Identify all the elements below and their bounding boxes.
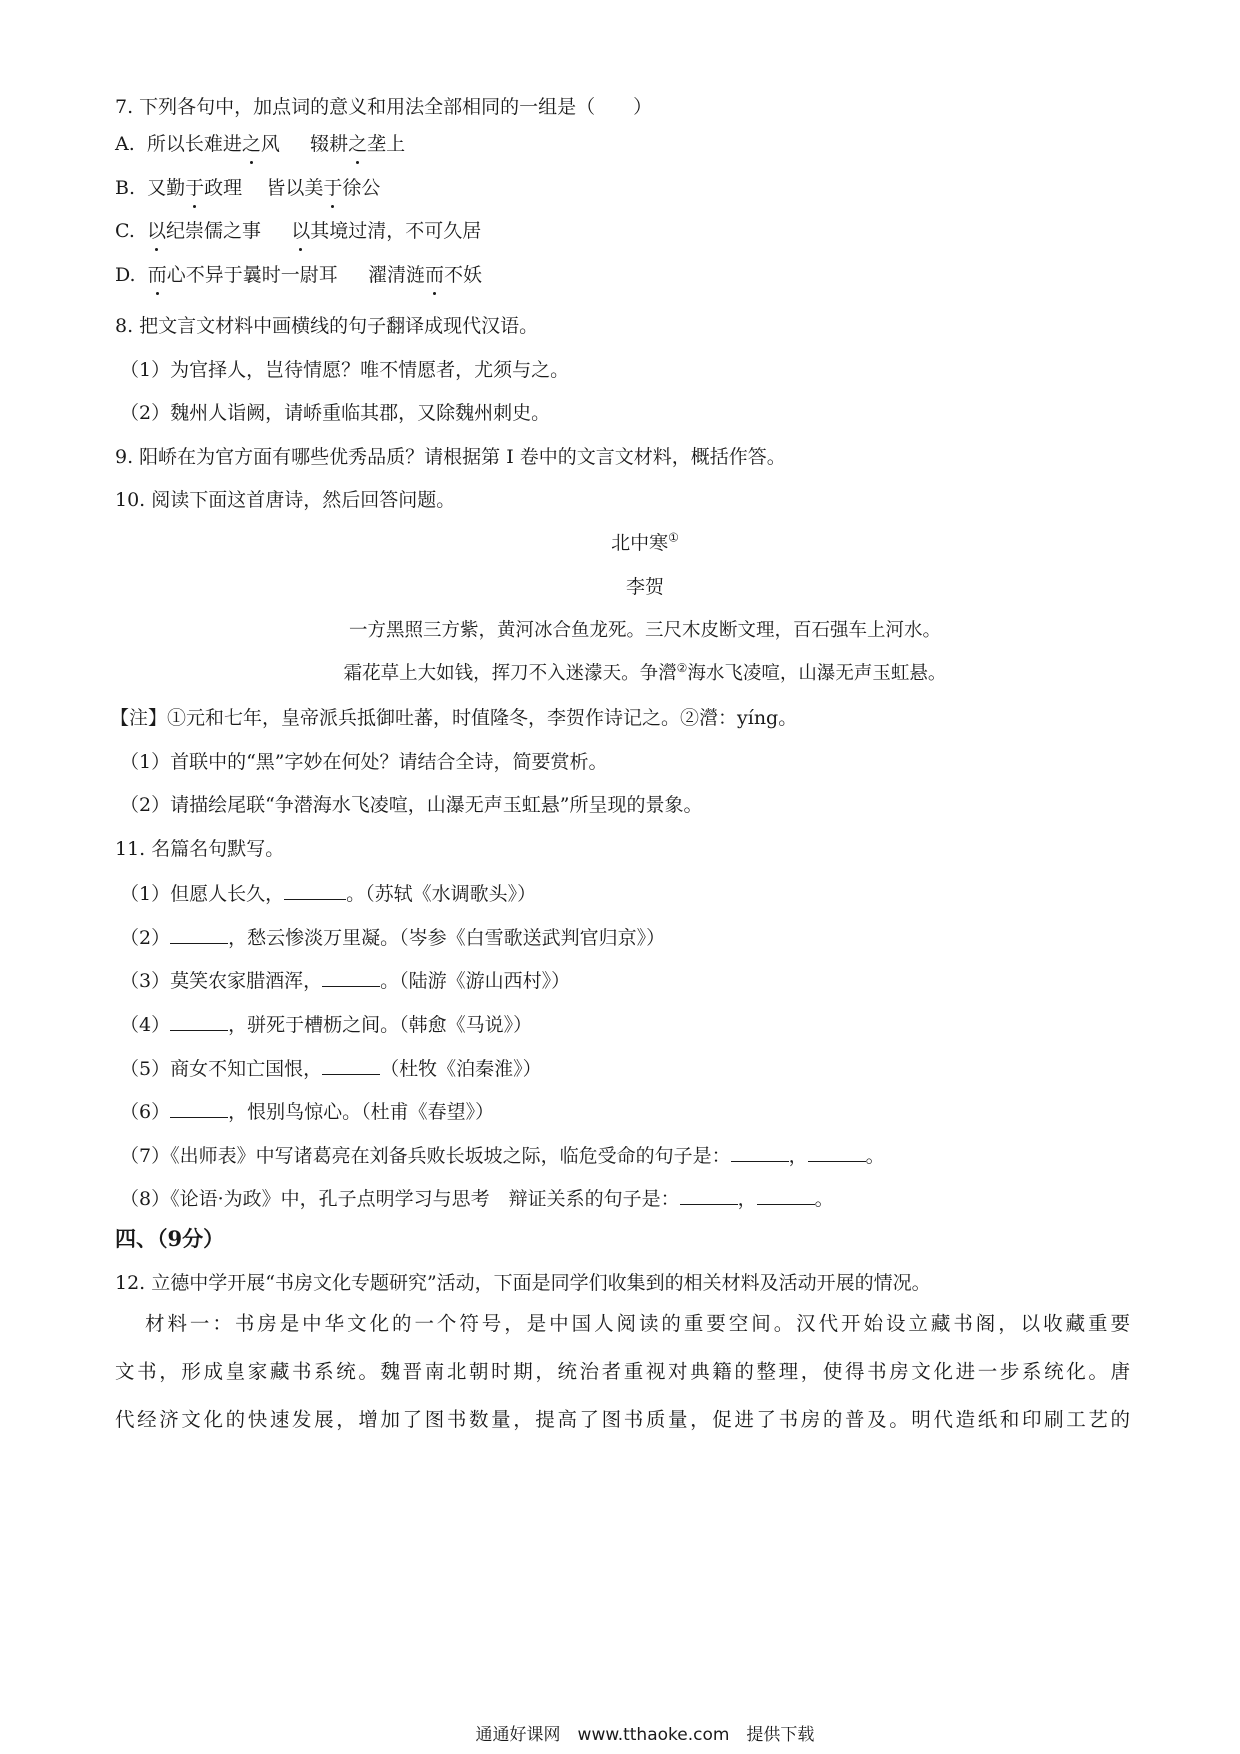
question-7-stem: 7. 下列各句中，加点词的意义和用法全部相同的一组是（ ） [115,96,653,118]
page-footer: 通通好课网 www.tthaoke.com 提供下载 [475,1725,815,1745]
item-text: （杜牧《泊秦淮》） [380,1058,542,1080]
option-label: B. [115,177,136,199]
answer-blank[interactable] [322,966,380,987]
question-11-stem: 11. 名篇名句默写。 [115,838,285,860]
dotted-word: 以 [291,220,311,242]
q11-item-5 [120,1054,542,1082]
option-label: D. [115,264,136,286]
answer-blank[interactable] [170,1097,228,1118]
q7-option-c [115,218,481,244]
q11-item-6 [120,1097,494,1125]
sentence-part: 皆以美 [266,177,324,199]
option-label: C. [115,220,135,242]
sentence-part: 所以长难进 [146,133,242,155]
sentence-part: 又勤 [147,177,186,199]
q10-item-2: （2）请描绘尾联“争潜海水飞凌喧，山瀑无声玉虹悬”所呈现的景象。 [120,794,703,816]
answer-blank[interactable] [808,1141,866,1162]
sentence-part: 风 [260,133,280,155]
answer-blank[interactable] [284,879,346,900]
q7-option-b [115,175,380,201]
dotted-word: 之 [348,133,368,155]
sentence-part: 辍耕 [310,133,349,155]
material-line-3: 代经济文化的快速发展，增加了图书数量，提高了图书质量，促进了书房的普及。明代造纸和印刷工艺的 [115,1408,1130,1431]
sentence-part: 垄上 [367,133,406,155]
question-8-stem: 8. 把文言文材料中画横线的句子翻译成现代汉语。 [115,315,539,337]
item-text: （6） [120,1101,171,1123]
q11-item-2 [120,923,665,951]
item-text: 。 [865,1145,885,1167]
item-text: （7）《出师表》中写诸葛亮在刘备兵败长坂坡之际，临危受命的句子是： [120,1145,731,1167]
question-10-stem: 10. 阅读下面这首唐诗，然后回答问题。 [115,489,456,511]
footnote-marker: ② [676,660,688,675]
item-text: （1）但愿人长久， [120,883,285,905]
poem-line-1: 一方黑照三方紫，黄河冰合鱼龙死。三尺木皮断文理，百石强车上河水。 [348,620,941,641]
answer-blank[interactable] [757,1184,815,1205]
item-text: （5）商女不知亡国恨， [120,1058,323,1080]
item-text: 。（苏轼《水调歌头》） [346,883,537,905]
q11-item-1 [120,879,536,907]
dotted-word: 于 [185,177,205,199]
sentence-part: 徐公 [342,177,381,199]
question-12-stem: 12. 立德中学开展“书房文化专题研究”活动，下面是同学们收集到的相关材料及活动开展的情况。 [115,1272,931,1294]
answer-blank[interactable] [731,1141,789,1162]
question-9-stem: 9. 阳峤在为官方面有哪些优秀品质？请根据第 I 卷中的文言文材料，概括作答。 [115,446,786,468]
dotted-word: 以 [147,220,167,242]
item-text: （4） [120,1014,171,1036]
poem-line-2 [0,661,1240,687]
q11-item-4 [120,1010,532,1038]
item-text: ，骈死于槽枥之间。（韩愈《马说》） [228,1014,533,1036]
q7-option-a [115,131,405,157]
answer-blank[interactable] [680,1184,738,1205]
item-text: （8）《论语·为政》中，孔子点明学习与思考 辩证关系的句子是： [120,1188,680,1210]
section-heading: 四、（9分） [115,1226,225,1251]
poem-text: 海水飞凌喧，山瀑无声玉虹悬。 [687,663,947,684]
answer-blank[interactable] [322,1054,380,1075]
sentence-part: 濯清涟 [367,264,425,286]
dotted-word: 而 [424,264,444,286]
item-text: ，恨别鸟惊心。（杜甫《春望》） [228,1101,495,1123]
item-text: ， [788,1145,808,1167]
q11-item-3 [120,966,570,994]
q11-item-8 [120,1184,834,1212]
sentence-part: 纪崇儒之事 [166,220,262,242]
dotted-word: 之 [241,133,261,155]
poem-text: 霜花草上大如钱，挥刀不入迷濛天。争瀯 [343,663,677,684]
item-text: ，愁云惨淡万里凝。（岑参《白雪歌送武判官归京》） [228,927,666,949]
dotted-word: 于 [323,177,343,199]
poem-author: 李贺 [625,576,664,598]
q8-item-1: （1）为官择人，岂待情愿？唯不情愿者，尤须与之。 [120,359,570,381]
sentence-part: 政理 [204,177,243,199]
item-text: 。 [814,1188,834,1210]
sentence-part: 不妖 [443,264,482,286]
option-label: A. [115,133,135,155]
item-text: 。（陆游《游山西村》） [380,970,571,992]
footnote-marker: ① [668,530,679,545]
answer-blank[interactable] [170,923,228,944]
poem-title [0,530,1240,556]
q10-item-1: （1）首联中的“黑”字妙在何处？请结合全诗，简要赏析。 [120,751,608,773]
item-text: （3）莫笑农家腊酒浑， [120,970,323,992]
poem-title-text: 北中寒 [611,532,669,554]
sentence-part: 心不异于曩时一尉耳 [166,264,338,286]
poem-note: 【注】①元和七年，皇帝派兵抵御吐蕃，时值隆冬，李贺作诗记之。②瀯：yíng。 [110,707,798,729]
q7-option-d [115,262,482,288]
item-text: （2） [120,927,171,949]
material-line-1: 材料一：书房是中华文化的一个符号，是中国人阅读的重要空间。汉代开始设立藏书阁，以收藏重要 [145,1312,1130,1335]
material-line-2: 文书，形成皇家藏书系统。魏晋南北朝时期，统治者重视对典籍的整理，使得书房文化进一步系统化。唐 [115,1360,1130,1383]
dotted-word: 而 [147,264,167,286]
answer-blank[interactable] [170,1010,228,1031]
item-text: ， [737,1188,757,1210]
q8-item-2: （2）魏州人诣阙，请峤重临其郡，又除魏州刺史。 [120,402,551,424]
q11-item-7 [120,1141,885,1169]
sentence-part: 其境过清，不可久居 [310,220,482,242]
